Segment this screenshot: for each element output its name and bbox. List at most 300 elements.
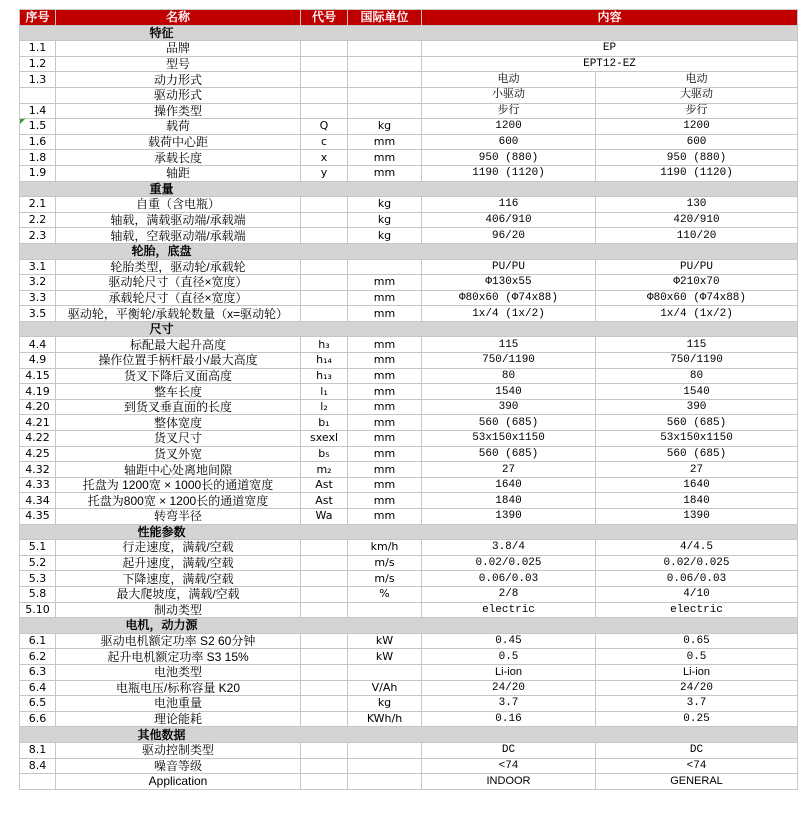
cell-unit: mm (348, 399, 422, 415)
table-row (20, 72, 798, 88)
cell-symbol-code (301, 540, 348, 556)
cell-value-1: 1640 (422, 477, 596, 493)
cell-value-1: 600 (422, 134, 596, 150)
cell-unit: mm (348, 290, 422, 306)
cell-spec-name: 操作类型 (56, 103, 301, 119)
cell-spec-name: 载荷中心距 (56, 134, 301, 150)
cell-symbol-code (301, 56, 348, 72)
cell-row-number: 5.2 (20, 555, 56, 571)
spec-table-container (19, 9, 798, 790)
cell-row-number: 6.2 (20, 649, 56, 665)
cell-value-1: PU/PU (422, 259, 596, 275)
cell-symbol-code (301, 633, 348, 649)
cell-spec-name: 型号 (56, 56, 301, 72)
cell-unit: mm (348, 509, 422, 525)
cell-value-2: 750/1190 (596, 353, 798, 369)
cell-unit: mm (348, 134, 422, 150)
cell-spec-name: 噪音等级 (56, 758, 301, 774)
cell-value-2: 130 (596, 197, 798, 213)
cell-value-1: 560 (685) (422, 415, 596, 431)
cell-spec-name: 托盘为 1200宽 × 1000长的通道宽度 (56, 477, 301, 493)
cell-unit: mm (348, 275, 422, 291)
table-row (20, 384, 798, 400)
cell-value-1: 27 (422, 462, 596, 478)
cell-value-1: 1x/4 (1x/2) (422, 306, 596, 322)
cell-spec-name: 品牌 (56, 41, 301, 57)
cell-value-1: 560 (685) (422, 446, 596, 462)
cell-value-1: electric (422, 602, 596, 618)
cell-symbol-code: m₂ (301, 462, 348, 478)
cell-unit: mm (348, 353, 422, 369)
cell-symbol-code: h₃ (301, 337, 348, 353)
cell-value-1: 0.16 (422, 711, 596, 727)
cell-unit: mm (348, 337, 422, 353)
cell-value-1: 750/1190 (422, 353, 596, 369)
section-row (20, 243, 798, 259)
cell-value-2: DC (596, 742, 798, 758)
cell-unit: m/s (348, 571, 422, 587)
section-cell (20, 618, 798, 634)
cell-unit: mm (348, 415, 422, 431)
cell-symbol-code (301, 774, 348, 790)
table-row (20, 337, 798, 353)
cell-value-1: 0.06/0.03 (422, 571, 596, 587)
cell-spec-name: 到货叉垂直面的长度 (56, 399, 301, 415)
cell-row-number: 4.21 (20, 415, 56, 431)
cell-value-1: 1390 (422, 509, 596, 525)
table-row (20, 555, 798, 571)
cell-row-number: 4.32 (20, 462, 56, 478)
cell-symbol-code (301, 742, 348, 758)
table-row (20, 633, 798, 649)
section-title: 特征 (149, 25, 174, 40)
cell-unit: kg (348, 212, 422, 228)
cell-row-number: 1.9 (20, 165, 56, 181)
cell-spec-name: 电池类型 (56, 664, 301, 680)
table-row (20, 540, 798, 556)
cell-spec-name: 载荷 (56, 119, 301, 135)
cell-spec-name: 驱动轮尺寸（直径×宽度） (56, 275, 301, 291)
cell-symbol-code (301, 275, 348, 291)
cell-unit: kW (348, 633, 422, 649)
table-row (20, 103, 798, 119)
cell-row-number: 3.2 (20, 275, 56, 291)
cell-symbol-code (301, 228, 348, 244)
cell-spec-name: 电池重量 (56, 696, 301, 712)
cell-row-number: 4.35 (20, 509, 56, 525)
section-cell (20, 181, 798, 197)
cell-symbol-code (301, 571, 348, 587)
table-row (20, 399, 798, 415)
cell-value-2: 420/910 (596, 212, 798, 228)
section-cell (20, 243, 798, 259)
cell-spec-name: 整体宽度 (56, 415, 301, 431)
cell-value-2: GENERAL (596, 774, 798, 790)
cell-unit: mm (348, 431, 422, 447)
cell-value-2: 0.65 (596, 633, 798, 649)
cell-value-1: 步行 (422, 103, 596, 119)
cell-symbol-code (301, 197, 348, 213)
cell-row-number: 5.1 (20, 540, 56, 556)
cell-spec-name: Application (56, 774, 301, 790)
cell-row-number: 1.3 (20, 72, 56, 88)
cell-value-1: 0.02/0.025 (422, 555, 596, 571)
cell-symbol-code: h₁₄ (301, 353, 348, 369)
cell-row-number: 3.5 (20, 306, 56, 322)
cell-value-2: 1190 (1120) (596, 165, 798, 181)
cell-symbol-code (301, 41, 348, 57)
cell-unit (348, 758, 422, 774)
table-row (20, 56, 798, 72)
cell-spec-name: 电瓶电压/标称容量 K20 (56, 680, 301, 696)
cell-symbol-code: Q (301, 119, 348, 135)
section-title: 性能参数 (137, 524, 186, 539)
cell-value-2: 390 (596, 399, 798, 415)
table-row (20, 165, 798, 181)
cell-spec-name: 驱动轮，平衡轮/承载轮数量（x=驱动轮） (56, 306, 301, 322)
cell-row-number: 6.6 (20, 711, 56, 727)
cell-spec-name: 货叉外宽 (56, 446, 301, 462)
cell-spec-name: 轴载，满载驱动端/承载端 (56, 212, 301, 228)
cell-value-2: 115 (596, 337, 798, 353)
cell-unit (348, 774, 422, 790)
cell-value-2: 大驱动 (596, 87, 798, 103)
cell-value-1: Φ80x60 (Φ74x88) (422, 290, 596, 306)
cell-spec-name: 操作位置手柄杆最小/最大高度 (56, 353, 301, 369)
section-title: 电机，动力源 (125, 618, 198, 633)
cell-value-1: 0.5 (422, 649, 596, 665)
cell-row-number: 2.1 (20, 197, 56, 213)
table-row (20, 446, 798, 462)
cell-value-2: 27 (596, 462, 798, 478)
table-row (20, 290, 798, 306)
cell-row-number: 6.5 (20, 696, 56, 712)
cell-value-2: PU/PU (596, 259, 798, 275)
cell-value-2: 0.06/0.03 (596, 571, 798, 587)
table-row (20, 228, 798, 244)
cell-value-2: 1390 (596, 509, 798, 525)
cell-value-merged: EP (422, 41, 798, 57)
cell-spec-name: 自重（含电瓶） (56, 197, 301, 213)
cell-spec-name: 轴距中心处离地间隙 (56, 462, 301, 478)
cell-unit: kg (348, 197, 422, 213)
cell-spec-name: 轴载，空载驱动端/承载端 (56, 228, 301, 244)
cell-symbol-code: x (301, 150, 348, 166)
cell-value-1: Φ130x55 (422, 275, 596, 291)
cell-symbol-code: sxexl (301, 431, 348, 447)
cell-spec-name: 起升电机额定功率 S3 15% (56, 649, 301, 665)
cell-symbol-code: Wa (301, 509, 348, 525)
cell-value-1: 1840 (422, 493, 596, 509)
cell-symbol-code: c (301, 134, 348, 150)
cell-row-number: 2.2 (20, 212, 56, 228)
table-row (20, 212, 798, 228)
cell-value-2: 3.7 (596, 696, 798, 712)
table-row (20, 415, 798, 431)
cell-value-2: 1540 (596, 384, 798, 400)
cell-unit: mm (348, 493, 422, 509)
cell-unit: KWh/h (348, 711, 422, 727)
cell-unit (348, 56, 422, 72)
cell-spec-name: 制动类型 (56, 602, 301, 618)
cell-value-2: 110/20 (596, 228, 798, 244)
cell-value-2: 1840 (596, 493, 798, 509)
cell-spec-name: 承载长度 (56, 150, 301, 166)
cell-value-1: 53x150x1150 (422, 431, 596, 447)
cell-value-1: 116 (422, 197, 596, 213)
cell-value-1: 2/8 (422, 586, 596, 602)
cell-symbol-code (301, 586, 348, 602)
cell-spec-name: 转弯半径 (56, 509, 301, 525)
header-row (20, 10, 798, 26)
table-row (20, 477, 798, 493)
cell-unit: kW (348, 649, 422, 665)
cell-symbol-code (301, 711, 348, 727)
cell-spec-name: 驱动形式 (56, 87, 301, 103)
cell-row-number (20, 87, 56, 103)
cell-symbol-code (301, 680, 348, 696)
cell-value-2: 80 (596, 368, 798, 384)
cell-row-number: 1.4 (20, 103, 56, 119)
cell-value-1: 1200 (422, 119, 596, 135)
cell-unit: mm (348, 306, 422, 322)
cell-unit: mm (348, 477, 422, 493)
cell-symbol-code (301, 103, 348, 119)
cell-symbol-code: Ast (301, 477, 348, 493)
cell-unit: mm (348, 165, 422, 181)
cell-unit: mm (348, 368, 422, 384)
cell-value-2: 560 (685) (596, 415, 798, 431)
cell-value-2: 1640 (596, 477, 798, 493)
table-row (20, 134, 798, 150)
cell-value-2: 0.5 (596, 649, 798, 665)
table-row (20, 742, 798, 758)
cell-spec-name: 货叉下降后叉面高度 (56, 368, 301, 384)
section-row (20, 181, 798, 197)
spec-table (19, 9, 798, 790)
cell-spec-name: 行走速度，满载/空载 (56, 540, 301, 556)
table-row (20, 87, 798, 103)
cell-symbol-code (301, 87, 348, 103)
cell-value-2: electric (596, 602, 798, 618)
cell-symbol-code (301, 212, 348, 228)
table-row (20, 493, 798, 509)
table-row (20, 306, 798, 322)
cell-row-number: 4.20 (20, 399, 56, 415)
cell-spec-name: 标配最大起升高度 (56, 337, 301, 353)
cell-unit (348, 41, 422, 57)
table-row (20, 664, 798, 680)
table-row (20, 259, 798, 275)
cell-row-number: 6.1 (20, 633, 56, 649)
cell-unit: mm (348, 446, 422, 462)
cell-spec-name: 下降速度，满载/空载 (56, 571, 301, 587)
table-row (20, 680, 798, 696)
cell-row-number (20, 774, 56, 790)
cell-spec-name: 轴距 (56, 165, 301, 181)
cell-unit: mm (348, 462, 422, 478)
cell-symbol-code (301, 696, 348, 712)
cell-unit: V/Ah (348, 680, 422, 696)
cell-row-number: 6.3 (20, 664, 56, 680)
cell-symbol-code: b₅ (301, 446, 348, 462)
cell-value-2: 4/4.5 (596, 540, 798, 556)
cell-value-2: 1200 (596, 119, 798, 135)
section-row (20, 25, 798, 41)
cell-row-number: 4.19 (20, 384, 56, 400)
cell-value-1: 115 (422, 337, 596, 353)
cell-unit: km/h (348, 540, 422, 556)
cell-value-2: 53x150x1150 (596, 431, 798, 447)
cell-row-number: 4.22 (20, 431, 56, 447)
cell-row-number: 1.6 (20, 134, 56, 150)
cell-spec-name: 轮胎类型，驱动轮/承载轮 (56, 259, 301, 275)
cell-row-number: 1.2 (20, 56, 56, 72)
cell-value-1: 390 (422, 399, 596, 415)
cell-row-number: 8.1 (20, 742, 56, 758)
section-cell (20, 321, 798, 337)
header-cell-no: 序号 (20, 10, 56, 26)
cell-symbol-code: b₁ (301, 415, 348, 431)
cell-symbol-code (301, 306, 348, 322)
cell-value-1: 80 (422, 368, 596, 384)
cell-unit: m/s (348, 555, 422, 571)
section-title: 尺寸 (149, 322, 174, 337)
cell-value-1: 0.45 (422, 633, 596, 649)
cell-value-1: 3.8/4 (422, 540, 596, 556)
cell-symbol-code (301, 602, 348, 618)
table-row (20, 462, 798, 478)
cell-row-number: 3.3 (20, 290, 56, 306)
section-title: 轮胎，底盘 (131, 244, 192, 259)
cell-row-number: 4.34 (20, 493, 56, 509)
cell-value-2: 950 (880) (596, 150, 798, 166)
cell-spec-name: 驱动控制类型 (56, 742, 301, 758)
cell-spec-name: 货叉尺寸 (56, 431, 301, 447)
cell-value-1: DC (422, 742, 596, 758)
cell-row-number: 4.25 (20, 446, 56, 462)
cell-unit (348, 72, 422, 88)
cell-row-number: 5.8 (20, 586, 56, 602)
cell-symbol-code (301, 259, 348, 275)
table-row (20, 368, 798, 384)
cell-unit: kg (348, 119, 422, 135)
section-row (20, 727, 798, 743)
cell-spec-name: 最大爬坡度，满载/空载 (56, 586, 301, 602)
cell-unit: kg (348, 228, 422, 244)
cell-row-number: 3.1 (20, 259, 56, 275)
cell-row-number: 8.4 (20, 758, 56, 774)
cell-value-2: 0.25 (596, 711, 798, 727)
cell-unit (348, 742, 422, 758)
cell-unit: mm (348, 384, 422, 400)
header-cell-code: 代号 (301, 10, 348, 26)
cell-symbol-code: Ast (301, 493, 348, 509)
header-cell-unit: 国际单位 (348, 10, 422, 26)
cell-row-number: 1.5 (20, 119, 56, 135)
table-row (20, 774, 798, 790)
cell-spec-name: 承载轮尺寸（直径×宽度） (56, 290, 301, 306)
cell-value-2: 4/10 (596, 586, 798, 602)
cell-value-1: 电动 (422, 72, 596, 88)
cell-value-2: 560 (685) (596, 446, 798, 462)
table-row (20, 119, 798, 135)
cell-row-number: 2.3 (20, 228, 56, 244)
cell-symbol-code (301, 649, 348, 665)
cell-spec-name: 起升速度，满载/空载 (56, 555, 301, 571)
section-row (20, 618, 798, 634)
section-row (20, 524, 798, 540)
cell-value-1: 950 (880) (422, 150, 596, 166)
cell-value-2: Φ210x70 (596, 275, 798, 291)
cell-value-1: Li-ion (422, 664, 596, 680)
cell-value-1: 24/20 (422, 680, 596, 696)
header-cell-content: 内容 (422, 10, 798, 26)
cell-symbol-code (301, 72, 348, 88)
section-title: 其他数据 (137, 727, 186, 742)
cell-symbol-code: h₁₃ (301, 368, 348, 384)
cell-value-2: 600 (596, 134, 798, 150)
cell-row-number: 4.4 (20, 337, 56, 353)
section-cell (20, 25, 798, 41)
cell-value-2: <74 (596, 758, 798, 774)
cell-symbol-code: l₂ (301, 399, 348, 415)
cell-unit: mm (348, 150, 422, 166)
cell-unit: kg (348, 696, 422, 712)
table-row (20, 602, 798, 618)
table-row (20, 275, 798, 291)
header-cell-name: 名称 (56, 10, 301, 26)
cell-spec-name: 托盘为800宽 × 1200长的通道宽度 (56, 493, 301, 509)
cell-symbol-code (301, 555, 348, 571)
cell-row-number: 4.9 (20, 353, 56, 369)
cell-value-1: 406/910 (422, 212, 596, 228)
cell-unit (348, 664, 422, 680)
cell-row-number: 5.10 (20, 602, 56, 618)
cell-value-1: <74 (422, 758, 596, 774)
table-row (20, 711, 798, 727)
table-row (20, 197, 798, 213)
section-cell (20, 524, 798, 540)
table-row (20, 649, 798, 665)
cell-symbol-code (301, 290, 348, 306)
cell-symbol-code (301, 664, 348, 680)
cell-value-1: 1540 (422, 384, 596, 400)
cell-value-1: 1190 (1120) (422, 165, 596, 181)
cell-row-number: 4.15 (20, 368, 56, 384)
cell-symbol-code: y (301, 165, 348, 181)
cell-unit (348, 103, 422, 119)
table-row (20, 571, 798, 587)
cell-value-2: 1x/4 (1x/2) (596, 306, 798, 322)
cell-row-number: 1.1 (20, 41, 56, 57)
table-row (20, 509, 798, 525)
cell-row-number: 4.33 (20, 477, 56, 493)
cell-spec-name: 理论能耗 (56, 711, 301, 727)
cell-unit (348, 602, 422, 618)
cell-value-1: 96/20 (422, 228, 596, 244)
table-row (20, 41, 798, 57)
cell-value-1: 3.7 (422, 696, 596, 712)
table-row (20, 696, 798, 712)
cell-value-1: 小驱动 (422, 87, 596, 103)
table-row (20, 758, 798, 774)
section-title: 重量 (149, 181, 174, 196)
cell-value-2: 步行 (596, 103, 798, 119)
cell-value-1: INDOOR (422, 774, 596, 790)
cell-spec-name: 动力形式 (56, 72, 301, 88)
table-row (20, 431, 798, 447)
